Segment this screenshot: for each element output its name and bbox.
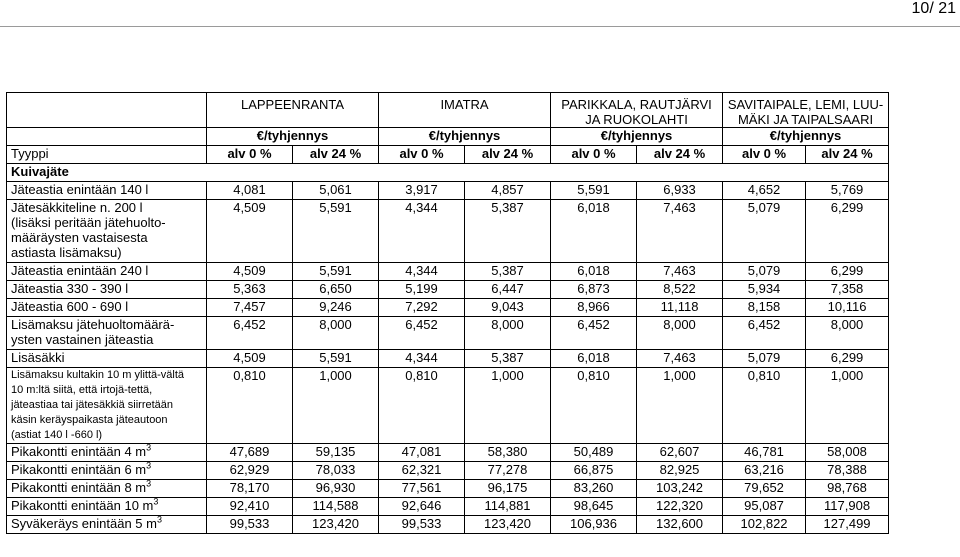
price-cell: 62,607 — [637, 444, 723, 462]
price-cell: 0,810 — [207, 368, 293, 444]
price-cell: 6,452 — [379, 317, 465, 350]
price-cell: 114,588 — [293, 498, 379, 516]
price-cell: 4,344 — [379, 350, 465, 368]
section-row — [7, 164, 889, 182]
vat-header: alv 24 % — [806, 146, 889, 164]
table-row — [7, 444, 889, 462]
table-row — [7, 263, 889, 281]
price-cell: 6,873 — [551, 281, 637, 299]
price-cell: 98,768 — [806, 480, 889, 498]
price-cell: 3,917 — [379, 182, 465, 200]
price-cell: 83,260 — [551, 480, 637, 498]
unit-header: €/tyhjennys — [723, 128, 889, 146]
row-label — [7, 516, 207, 534]
price-cell: 6,299 — [806, 263, 889, 281]
row-label — [7, 480, 207, 498]
price-cell: 4,509 — [207, 263, 293, 281]
price-cell: 4,509 — [207, 350, 293, 368]
price-cell: 62,929 — [207, 462, 293, 480]
price-cell: 0,810 — [723, 368, 806, 444]
price-cell: 47,081 — [379, 444, 465, 462]
price-cell: 123,420 — [293, 516, 379, 534]
price-cell: 132,600 — [637, 516, 723, 534]
city-header: PARIKKALA, RAUTJÄRVI JA RUOKOLAHTI — [551, 93, 723, 128]
price-cell: 46,781 — [723, 444, 806, 462]
unit-superscript: 3 — [146, 461, 152, 471]
vat-header: alv 24 % — [637, 146, 723, 164]
row-label-text: Pikakontti enintään 10 m — [11, 498, 154, 513]
price-cell: 50,489 — [551, 444, 637, 462]
row-label — [7, 462, 207, 480]
price-cell: 8,000 — [637, 317, 723, 350]
row-label-text: Syväkeräys enintään 5 m — [11, 516, 157, 531]
row-label — [7, 317, 207, 350]
price-cell: 5,387 — [465, 263, 551, 281]
price-cell: 10,116 — [806, 299, 889, 317]
price-cell: 66,875 — [551, 462, 637, 480]
price-cell: 106,936 — [551, 516, 637, 534]
price-cell: 5,199 — [379, 281, 465, 299]
row-label-main: Jätesäkkiteline n. 200 l — [11, 200, 143, 215]
price-cell: 4,081 — [207, 182, 293, 200]
price-cell: 7,292 — [379, 299, 465, 317]
price-cell: 6,933 — [637, 182, 723, 200]
price-cell: 6,018 — [551, 200, 637, 263]
row-label-text: Lisäsäkki — [11, 350, 65, 365]
price-cell: 5,591 — [293, 200, 379, 263]
city-header-row — [7, 93, 889, 128]
price-cell: 4,857 — [465, 182, 551, 200]
unit-header-row — [7, 128, 889, 146]
row-label — [7, 281, 207, 299]
city-header: LAPPEENRANTA — [207, 93, 379, 128]
type-label: Tyyppi — [7, 146, 207, 164]
price-cell: 8,522 — [637, 281, 723, 299]
price-cell: 7,463 — [637, 350, 723, 368]
row-label — [7, 368, 207, 444]
unit-header: €/tyhjennys — [207, 128, 379, 146]
price-cell: 8,000 — [806, 317, 889, 350]
row-label-note: (lisäksi peritään jätehuolto-määräysten vastaisesta astiasta lisämaksu) — [11, 215, 166, 260]
price-cell: 96,175 — [465, 480, 551, 498]
row-label — [7, 299, 207, 317]
price-cell: 78,033 — [293, 462, 379, 480]
table-row — [7, 299, 889, 317]
price-cell: 102,822 — [723, 516, 806, 534]
row-label — [7, 444, 207, 462]
row-label-text: Jäteastia enintään 240 l — [11, 263, 149, 278]
table-row — [7, 200, 889, 263]
row-label — [7, 498, 207, 516]
price-cell: 8,000 — [293, 317, 379, 350]
price-cell: 78,170 — [207, 480, 293, 498]
price-cell: 5,387 — [465, 200, 551, 263]
row-label — [7, 263, 207, 281]
price-cell: 114,881 — [465, 498, 551, 516]
row-label-text: Pikakontti enintään 6 m — [11, 462, 147, 477]
price-cell: 7,358 — [806, 281, 889, 299]
price-cell: 5,387 — [465, 350, 551, 368]
row-label-text: Pikakontti enintään 4 m — [11, 444, 147, 459]
price-cell: 5,363 — [207, 281, 293, 299]
price-cell: 9,043 — [465, 299, 551, 317]
price-cell: 6,650 — [293, 281, 379, 299]
vat-header: alv 0 % — [551, 146, 637, 164]
row-label-text: Lisämaksu jätehuoltomäärä-ysten vastainen jäteastia — [11, 317, 175, 347]
price-cell: 59,135 — [293, 444, 379, 462]
price-cell: 4,509 — [207, 200, 293, 263]
vat-header: alv 24 % — [293, 146, 379, 164]
price-cell: 11,118 — [637, 299, 723, 317]
price-cell: 0,810 — [551, 368, 637, 444]
price-cell: 63,216 — [723, 462, 806, 480]
unit-superscript: 3 — [146, 479, 152, 489]
header-rule — [0, 26, 960, 27]
table-row — [7, 462, 889, 480]
unit-header: €/tyhjennys — [379, 128, 551, 146]
price-cell: 77,561 — [379, 480, 465, 498]
row-label-text: Jäteastia enintään 140 l — [11, 182, 149, 197]
row-label — [7, 182, 207, 200]
price-cell: 1,000 — [293, 368, 379, 444]
price-cell: 95,087 — [723, 498, 806, 516]
price-cell: 9,246 — [293, 299, 379, 317]
corner-cell — [7, 128, 207, 146]
price-cell: 8,000 — [465, 317, 551, 350]
row-label-text: Jäteastia 330 - 390 l — [11, 281, 129, 296]
page-number: 10/ 21 — [911, 0, 956, 17]
table-row — [7, 281, 889, 299]
vat-header: alv 0 % — [723, 146, 806, 164]
price-cell: 92,410 — [207, 498, 293, 516]
price-cell: 1,000 — [637, 368, 723, 444]
price-cell: 5,061 — [293, 182, 379, 200]
price-cell: 6,452 — [723, 317, 806, 350]
price-cell: 58,008 — [806, 444, 889, 462]
unit-header: €/tyhjennys — [551, 128, 723, 146]
row-label-text: Lisämaksu kultakin 10 m ylittä-vältä 10 m:ltä siitä, että irtojä-tettä, jäteastiaa tai jätesäkkiä siirretään käsin keräyspaikasta jäteautoon (astiat 140 l -660 l) — [11, 369, 185, 441]
price-cell: 82,925 — [637, 462, 723, 480]
price-cell: 5,769 — [806, 182, 889, 200]
price-cell: 96,930 — [293, 480, 379, 498]
price-cell: 5,591 — [293, 263, 379, 281]
price-cell: 5,591 — [551, 182, 637, 200]
price-cell: 6,018 — [551, 350, 637, 368]
price-cell: 8,966 — [551, 299, 637, 317]
row-label-text: Pikakontti enintään 8 m — [11, 480, 147, 495]
price-cell: 4,652 — [723, 182, 806, 200]
table-row — [7, 350, 889, 368]
price-cell: 7,463 — [637, 200, 723, 263]
price-cell: 5,079 — [723, 200, 806, 263]
unit-superscript: 3 — [146, 443, 152, 453]
unit-superscript: 3 — [153, 497, 159, 507]
table-row — [7, 480, 889, 498]
table-row — [7, 182, 889, 200]
price-cell: 127,499 — [806, 516, 889, 534]
price-cell: 117,908 — [806, 498, 889, 516]
price-cell: 123,420 — [465, 516, 551, 534]
table-row — [7, 368, 889, 444]
row-label — [7, 350, 207, 368]
price-cell: 122,320 — [637, 498, 723, 516]
price-cell: 6,018 — [551, 263, 637, 281]
city-header: IMATRA — [379, 93, 551, 128]
unit-superscript: 3 — [156, 515, 162, 525]
vat-header-row — [7, 146, 889, 164]
price-cell: 5,591 — [293, 350, 379, 368]
price-cell: 62,321 — [379, 462, 465, 480]
price-table — [6, 92, 889, 534]
price-cell: 99,533 — [379, 516, 465, 534]
table-row — [7, 498, 889, 516]
vat-header: alv 24 % — [465, 146, 551, 164]
corner-cell — [7, 93, 207, 128]
price-cell: 77,278 — [465, 462, 551, 480]
price-cell: 8,158 — [723, 299, 806, 317]
price-cell: 0,810 — [379, 368, 465, 444]
city-header: SAVITAIPALE, LEMI, LUU-MÄKI JA TAIPALSAARI — [723, 93, 889, 128]
price-cell: 1,000 — [806, 368, 889, 444]
price-cell: 6,299 — [806, 350, 889, 368]
price-cell: 58,380 — [465, 444, 551, 462]
price-cell: 5,079 — [723, 263, 806, 281]
price-cell: 99,533 — [207, 516, 293, 534]
row-label-text: Jäteastia 600 - 690 l — [11, 299, 129, 314]
price-cell: 78,388 — [806, 462, 889, 480]
price-cell: 6,447 — [465, 281, 551, 299]
vat-header: alv 0 % — [379, 146, 465, 164]
table-row — [7, 317, 889, 350]
price-cell: 7,463 — [637, 263, 723, 281]
price-cell: 103,242 — [637, 480, 723, 498]
price-cell: 98,645 — [551, 498, 637, 516]
price-cell: 5,934 — [723, 281, 806, 299]
price-cell: 47,689 — [207, 444, 293, 462]
price-cell: 1,000 — [465, 368, 551, 444]
price-cell: 7,457 — [207, 299, 293, 317]
vat-header: alv 0 % — [207, 146, 293, 164]
row-label — [7, 200, 207, 263]
price-cell: 79,652 — [723, 480, 806, 498]
price-cell: 6,299 — [806, 200, 889, 263]
price-cell: 5,079 — [723, 350, 806, 368]
table-row — [7, 516, 889, 534]
price-cell: 92,646 — [379, 498, 465, 516]
price-cell: 6,452 — [207, 317, 293, 350]
section-label: Kuivajäte — [7, 164, 889, 182]
price-cell: 4,344 — [379, 263, 465, 281]
price-cell: 6,452 — [551, 317, 637, 350]
price-cell: 4,344 — [379, 200, 465, 263]
